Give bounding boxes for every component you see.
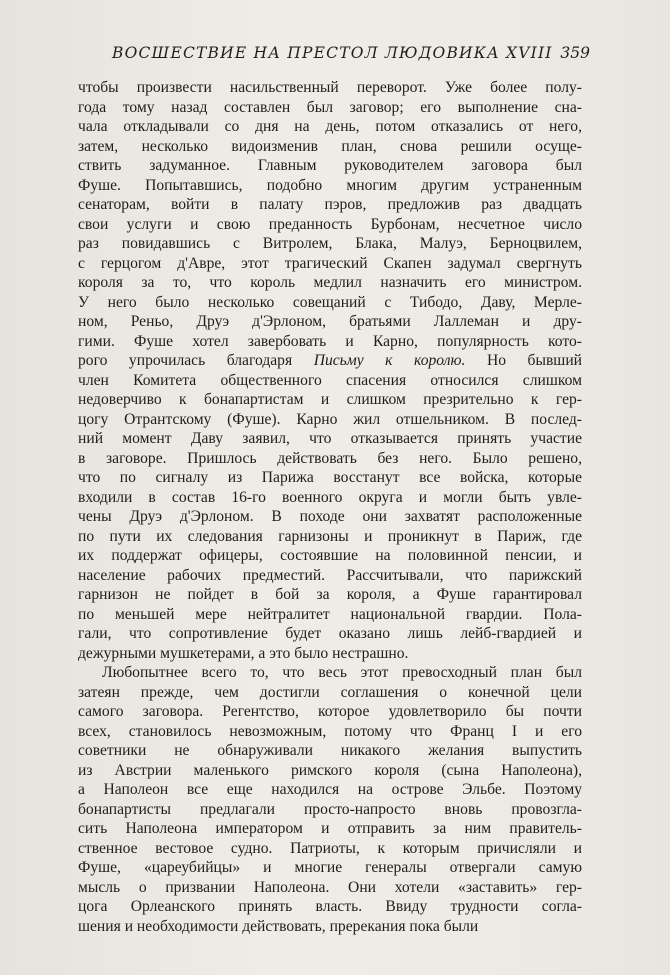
- text-line: [78, 293, 582, 313]
- line-text: советники не обнаруживали никакого желания выпустить: [78, 742, 582, 759]
- text-line: [78, 254, 582, 274]
- text-line: [78, 137, 582, 157]
- text-line: [78, 215, 582, 235]
- line-text: ствить задуманное. Главным руководителем заговора был: [78, 157, 582, 174]
- text-line: [78, 800, 582, 820]
- page-header: [80, 44, 590, 70]
- text-line: [78, 78, 582, 98]
- text-line: [78, 507, 582, 527]
- line-text: мысль о призвании Наполеона. Они хотели «заставить» гер-: [78, 878, 582, 896]
- text-line: [78, 468, 582, 488]
- text-line: [78, 410, 582, 430]
- text-line: [78, 546, 582, 566]
- text-line: [78, 917, 582, 937]
- text-line: [78, 449, 582, 469]
- text-line: [78, 351, 582, 371]
- text-line: [78, 897, 582, 917]
- line-text: рого упрочилась благодаря: [78, 352, 314, 369]
- line-text: по меньшей мере нейтралитет национальной гвардии. Пола-: [78, 605, 582, 623]
- line-text: недоверчиво к бонапартистам и слишком презрительно к гер-: [78, 391, 582, 408]
- italic-title: Письму к королю.: [313, 352, 466, 369]
- line-text: Фуше, «цареубийцы» и многие генералы отвергали самую: [78, 859, 582, 876]
- text-line: [78, 624, 582, 644]
- text-line: [78, 780, 582, 800]
- line-text: Любопытнее всего то, что весь этот превосходный план был: [102, 664, 582, 681]
- text-line: [78, 878, 582, 898]
- line-text: чтобы произвести насильственный переворот. Уже более полу-: [78, 79, 582, 96]
- line-text: из Австрии маленького римского короля (сына Наполеона),: [78, 761, 582, 779]
- text-line: [78, 332, 582, 352]
- line-text: свои услуги и свою преданность Бурбонам, несчетное число: [78, 215, 582, 233]
- line-text: затем, несколько видоизменив план, снова решили осуще-: [78, 137, 582, 155]
- text-line: [78, 429, 582, 449]
- text-line: [78, 644, 582, 664]
- line-text: ственное вестовое судно. Патриоты, к которым причисляли и: [78, 839, 582, 857]
- body-text: [78, 78, 582, 936]
- text-line: [78, 371, 582, 391]
- line-text: У него было несколько совещаний с Тибодо, Даву, Мерле-: [78, 293, 582, 311]
- line-text: Фуше. Попытавшись, подобно многим другим устраненным: [78, 176, 582, 194]
- text-line: [78, 683, 582, 703]
- line-text: их поддержат офицеры, состоявшие на половинной пенсии, и: [78, 547, 582, 564]
- line-text: самого заговора. Регентство, которое удовлетворило бы почти: [78, 703, 582, 720]
- paragraph-1: [78, 78, 582, 663]
- line-text: дежурными мушкетерами, а это было нестрашно.: [78, 644, 409, 662]
- line-text: входили в состав 16-го военного округа и могли быть увле-: [78, 488, 582, 506]
- line-text: гими. Фуше хотел завербовать и Карно, популярность кото-: [78, 332, 582, 350]
- line-text: гарнизон не пойдет в бой за короля, а Фуше гарантировал: [78, 586, 582, 603]
- text-line: [78, 488, 582, 508]
- line-text: по пути их следования гарнизоны и проникнут в Париж, где: [78, 527, 582, 545]
- line-text: сить Наполеона императором и отправить за ним правитель-: [78, 820, 582, 837]
- text-line: [78, 605, 582, 625]
- line-text: гали, что сопротивление будет оказано лишь лейб-гвардией и: [78, 625, 582, 642]
- text-line: [78, 858, 582, 878]
- line-text: чены Друэ д'Эрлоном. В походе они захватят расположенные: [78, 508, 582, 525]
- text-line: [78, 156, 582, 176]
- line-text: цога Орлеанского принять власть. Ввиду трудности согла-: [78, 898, 582, 915]
- text-line: [78, 663, 582, 683]
- line-text: чала откладывали со дня на день, потом отказались от него,: [78, 118, 582, 135]
- line-text: раз повидавшись с Витролем, Блака, Малуэ, Берноцвилем,: [78, 235, 582, 252]
- line-text: всех, становилось невозможным, потому что Франц I и его: [78, 722, 582, 740]
- line-text: сенаторам, войти в палату пэров, предложив раз двадцать: [78, 196, 582, 213]
- text-line: [78, 117, 582, 137]
- line-text: а Наполеон все еще находился на острове Эльбе. Поэтому: [78, 781, 582, 798]
- line-text: короля за то, что король медлил назначить его министром.: [78, 274, 582, 291]
- text-line: [78, 702, 582, 722]
- text-line: [78, 527, 582, 547]
- line-text: что по сигналу из Парижа восстанут все войска, которые: [78, 469, 582, 486]
- line-text: с герцогом д'Авре, этот трагический Скапен задумал свергнуть: [78, 254, 582, 272]
- line-text: года тому назад составлен был заговор; его выполнение сна-: [78, 98, 582, 116]
- line-text: ном, Реньо, Друэ д'Эрлоном, братьями Лаллеман и дру-: [78, 313, 582, 330]
- line-text: затеян прежде, чем достигли соглашения о конечной цели: [78, 683, 582, 701]
- line-text: цогу Отрантскому (Фуше). Карно жил отшельником. В послед-: [78, 410, 582, 428]
- text-line: [78, 761, 582, 781]
- line-text: бонапартисты предлагали просто-напросто вновь провозгла-: [78, 800, 582, 818]
- line-text: шения и необходимости действовать, пререкания пока были: [78, 917, 479, 935]
- line-text: ний момент Даву заявил, что отказывается принять участие: [78, 430, 582, 447]
- text-line: [78, 195, 582, 215]
- text-line: [78, 566, 582, 586]
- text-line: [78, 176, 582, 196]
- line-text: в заговоре. Пришлось действовать без него. Было решено,: [78, 449, 582, 467]
- text-line: [78, 585, 582, 605]
- line-text: член Комитета общественного спасения относился слишком: [78, 371, 582, 389]
- line-text: население рабочих предместий. Рассчитывали, что парижский: [78, 566, 582, 584]
- paragraph-2: [78, 663, 582, 936]
- text-line: [78, 98, 582, 118]
- running-head: ВОСШЕСТВИЕ НА ПРЕСТОЛ ЛЮДОВИКА XVIII: [112, 44, 553, 62]
- line-text-tail: Но бывший: [465, 352, 583, 369]
- page-number: 359: [560, 44, 590, 62]
- text-line: [78, 839, 582, 859]
- text-line: [78, 312, 582, 332]
- text-line: [78, 819, 582, 839]
- text-line: [78, 390, 582, 410]
- text-line: [78, 722, 582, 742]
- text-line: [78, 741, 582, 761]
- text-line: [78, 234, 582, 254]
- text-line: [78, 273, 582, 293]
